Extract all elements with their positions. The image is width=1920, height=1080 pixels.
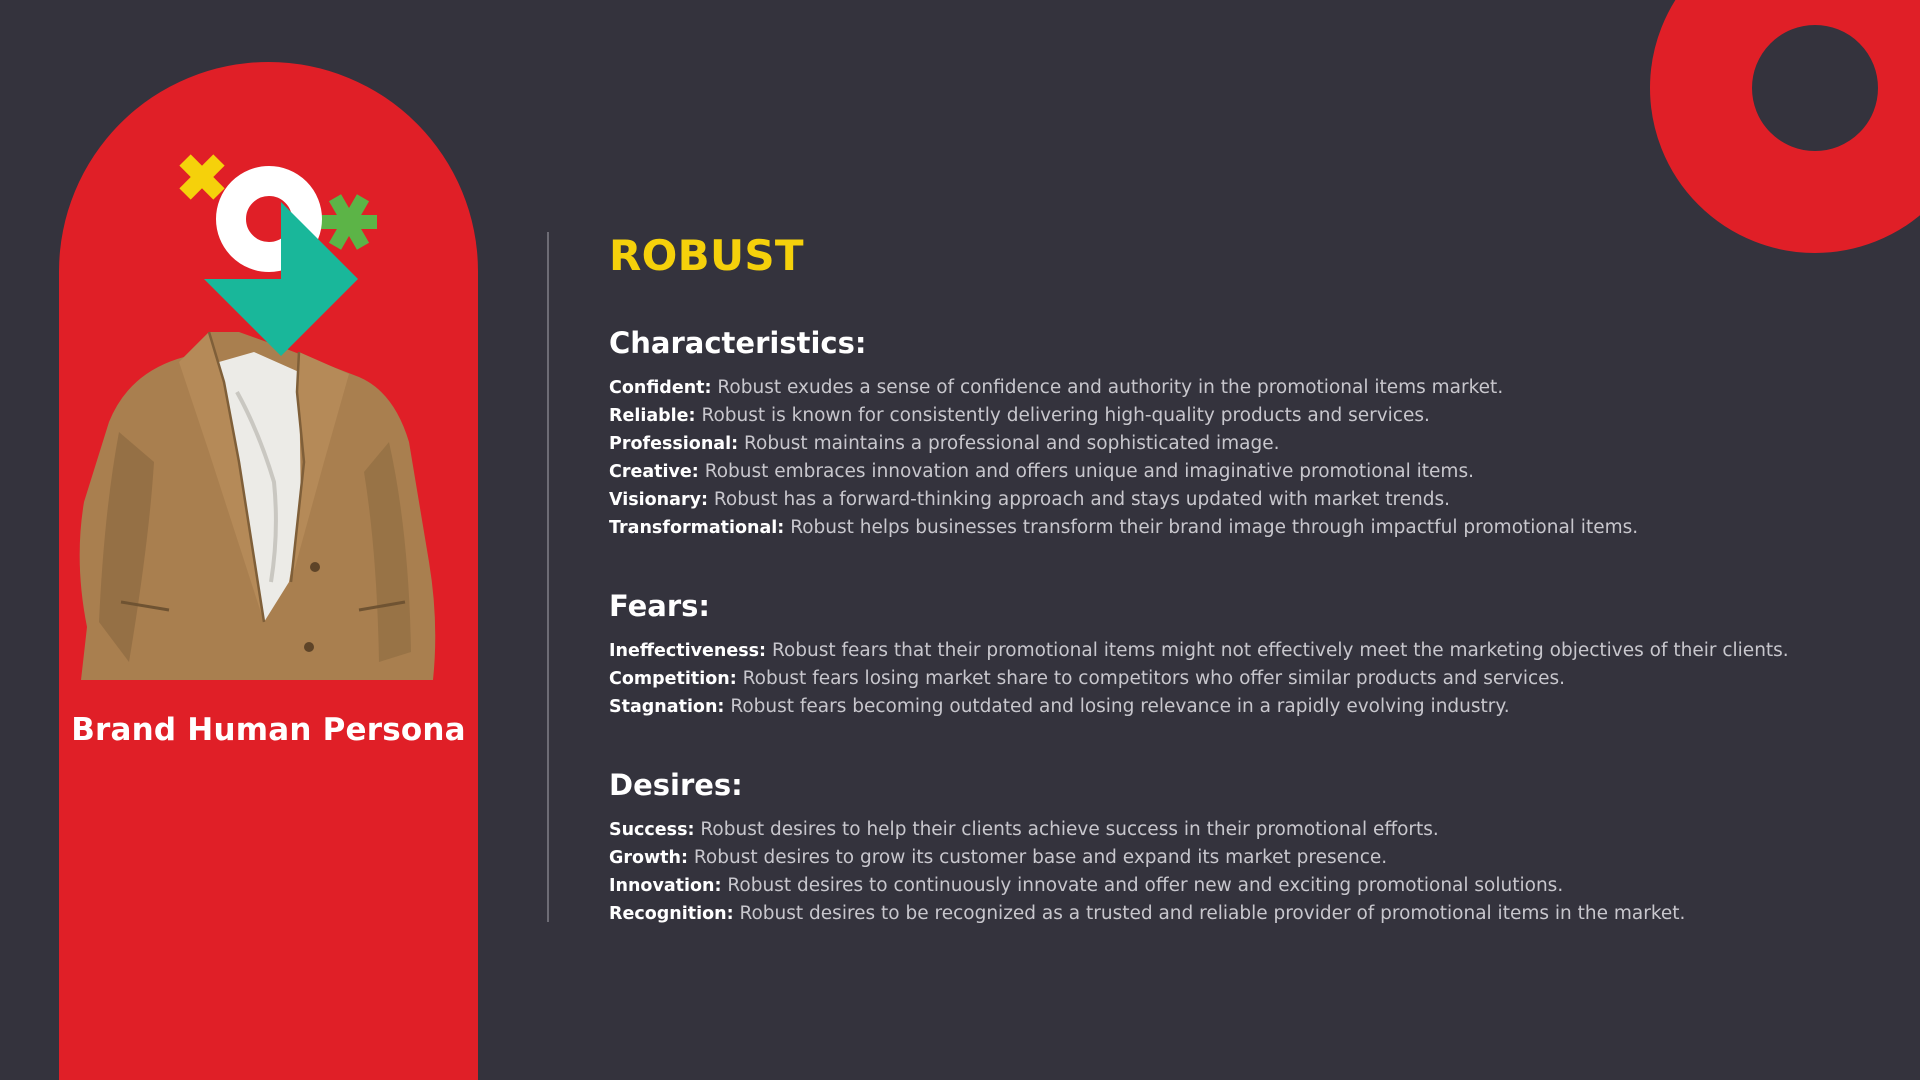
item-text: Robust helps businesses transform their brand image through impactful promotional items. — [790, 517, 1639, 538]
persona-label: Brand Human Persona — [71, 712, 466, 748]
item-key: Visionary: — [609, 490, 708, 510]
list-item — [609, 637, 1839, 665]
section-heading: Desires: — [609, 768, 743, 802]
item-text: Robust fears becoming outdated and losing relevance in a rapidly evolving industry. — [730, 696, 1510, 717]
list-item — [609, 693, 1839, 721]
item-text: Robust maintains a professional and sophisticated image. — [743, 433, 1280, 454]
item-text: Robust desires to continuously innovate and offer new and exciting promotional solutions. — [727, 875, 1564, 896]
item-text: Robust embraces innovation and offers unique and imaginative promotional items. — [704, 461, 1474, 482]
persona-illustration — [59, 62, 478, 702]
item-key: Recognition: — [609, 904, 734, 924]
list-item — [609, 374, 1839, 402]
item-text: Robust fears losing market share to competitors who offer similar products and services. — [742, 668, 1566, 689]
vertical-divider — [547, 232, 549, 922]
desires-section — [609, 765, 1839, 928]
item-key: Stagnation: — [609, 697, 725, 717]
item-key: Growth: — [609, 848, 689, 868]
list-item — [609, 872, 1839, 900]
list-item — [609, 458, 1839, 486]
item-key: Creative: — [609, 462, 699, 482]
item-text: Robust fears that their promotional items might not effectively meet the marketing objectives of their clients. — [771, 640, 1789, 661]
item-text: Robust desires to help their clients achieve success in their promotional efforts. — [700, 819, 1439, 840]
desires-list — [609, 816, 1839, 928]
item-key: Transformational: — [609, 518, 785, 538]
item-text: Robust exudes a sense of confidence and authority in the promotional items market. — [717, 377, 1504, 398]
item-key: Ineffectiveness: — [609, 641, 767, 661]
coat-button-2 — [304, 642, 314, 652]
fears-list — [609, 637, 1839, 721]
list-item — [609, 665, 1839, 693]
coat-button-1 — [310, 562, 320, 572]
item-key: Innovation: — [609, 876, 722, 896]
list-item — [609, 844, 1839, 872]
persona-panel — [59, 62, 478, 1080]
item-text: Robust is known for consistently delivering high-quality products and services. — [701, 405, 1430, 426]
item-key: Success: — [609, 820, 695, 840]
list-item — [609, 402, 1839, 430]
section-heading: Characteristics: — [609, 326, 867, 360]
item-key: Confident: — [609, 378, 712, 398]
persona-content — [609, 229, 1839, 928]
characteristics-section — [609, 323, 1839, 542]
section-heading: Fears: — [609, 589, 711, 623]
list-item — [609, 430, 1839, 458]
item-key: Professional: — [609, 434, 739, 454]
item-text: Robust desires to grow its customer base and expand its market presence. — [693, 847, 1388, 868]
green-star-icon — [321, 194, 377, 249]
characteristics-list — [609, 374, 1839, 542]
item-text: Robust has a forward-thinking approach and stays updated with market trends. — [713, 489, 1451, 510]
list-item — [609, 816, 1839, 844]
list-item — [609, 900, 1839, 928]
fears-section — [609, 586, 1839, 721]
persona-title: ROBUST — [609, 231, 804, 280]
decorative-ring — [1650, 0, 1920, 253]
list-item — [609, 486, 1839, 514]
item-key: Reliable: — [609, 406, 696, 426]
item-text: Robust desires to be recognized as a trusted and reliable provider of promotional items in the market. — [739, 903, 1686, 924]
item-key: Competition: — [609, 669, 737, 689]
list-item — [609, 514, 1839, 542]
